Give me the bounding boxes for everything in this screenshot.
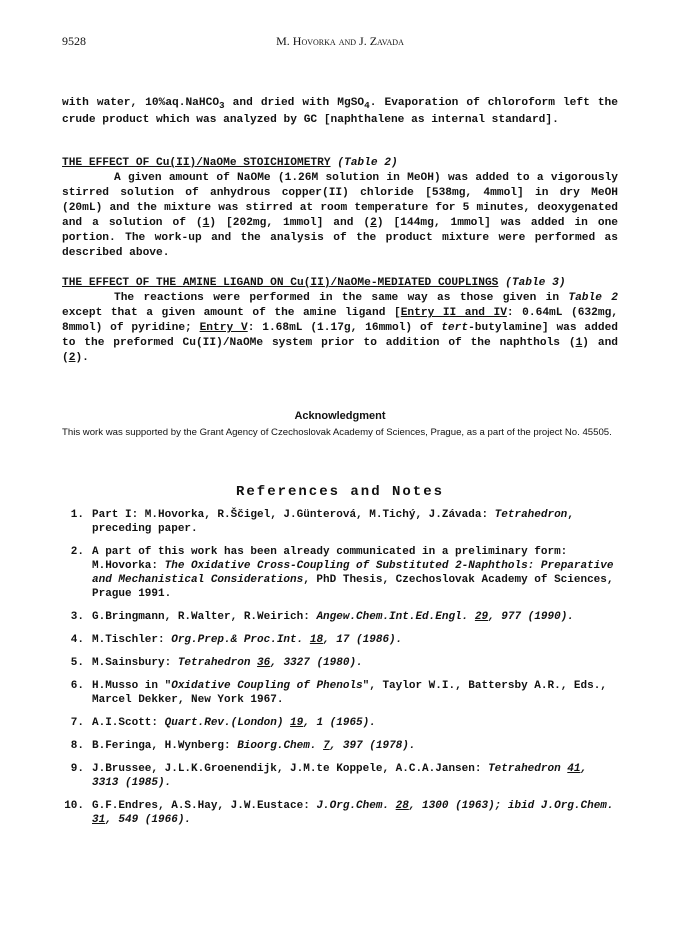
table-reference: (Table 2) bbox=[330, 157, 398, 169]
compound-ref: 2 bbox=[68, 352, 76, 364]
reference-item: 4. M.Tischler: Org.Prep.& Proc.Int. 18, 17 (1986). bbox=[70, 634, 403, 646]
running-authors: M. Hovorka and J. Zavada bbox=[276, 34, 404, 48]
section-stoichiometry-body: A given amount of NaOMe (1.26M solution in MeOH) was added to a vigorously stirred solution of anhydrous copper(II) chloride [538mg, 4mmol] in dry MeOH (20mL) and the mixture was stirred at room temperature for 5 minutes, deoxygenated and a solution of (1) [202mg, 1mmol] and (2) [144mg, 1mmol] was added in one portion. The work-up and the analysis of the product mixture were performed as described above. bbox=[62, 172, 619, 259]
section-stoichiometry-heading bbox=[62, 156, 618, 171]
page-number: 9528 bbox=[62, 34, 86, 48]
section-amine-heading bbox=[62, 276, 618, 291]
compound-ref: 1 bbox=[575, 337, 583, 349]
reference-item: 6. H.Musso in "Oxidative Coupling of Phenols", Taylor W.I., Battersby A.R., Eds., Marcel Dekker, New York 1967. bbox=[70, 680, 607, 706]
reference-item: 7. A.I.Scott: Quart.Rev.(London) 19, 1 (1965). bbox=[70, 717, 376, 729]
references-title: References and Notes bbox=[235, 484, 445, 500]
acknowledgment-title: Acknowledgment bbox=[294, 410, 386, 422]
entry-ref: Entry V bbox=[199, 322, 248, 334]
compound-ref: 2 bbox=[370, 217, 377, 229]
entry-ref: Entry II and IV bbox=[400, 307, 507, 319]
table-reference: Table 2 bbox=[568, 292, 618, 304]
section-heading: THE EFFECT OF Cu(II)/NaOMe STOICHIOMETRY bbox=[62, 157, 331, 169]
acknowledgment-text: This work was supported by the Grant Agency of Czechoslovak Academy of Sciences, Prague, as a part of the project No. 45505. bbox=[62, 427, 612, 438]
reference-item: 1. Part I: M.Hovorka, R.Ščigel, J.Günterová, M.Tichý, J.Závada: Tetrahedron, preceding paper. bbox=[70, 509, 574, 535]
reference-item: 9. J.Brussee, J.L.K.Groenendijk, J.M.te Koppele, A.C.A.Jansen: Tetrahedron 41, 3313 (1985). bbox=[70, 763, 588, 789]
workup-text: with water, 10%aq.NaHCO$_3$ and dried with MgSO$_4$. Evaporation of chloroform left the crude product which was analyzed by GC [naphthalene as internal standard]. bbox=[62, 97, 618, 127]
section-stoichiometry bbox=[62, 156, 618, 261]
reference-item: 3. G.Bringmann, R.Walter, R.Weirich: Angew.Chem.Int.Ed.Engl. 29, 977 (1990). bbox=[70, 611, 574, 623]
section-amine-ligand bbox=[62, 276, 618, 366]
reference-item: 8. B.Feringa, H.Wynberg: Bioorg.Chem. 7, 397 (1978). bbox=[70, 740, 416, 752]
reference-item: 5. M.Sainsbury: Tetrahedron 36, 3327 (1980). bbox=[70, 657, 363, 669]
reference-item: 10. G.F.Endres, A.S.Hay, J.W.Eustace: J.Org.Chem. 28, 1300 (1963); ibid J.Org.Chem. 31, 549 (1966). bbox=[64, 800, 614, 826]
compound-ref: 1 bbox=[202, 217, 210, 229]
paragraph-workup bbox=[62, 96, 618, 128]
table-reference: (Table 3) bbox=[498, 277, 566, 289]
reference-item: 2. A part of this work has been already communicated in a preliminary form: M.Hovorka: The Oxidative Cross-Coupling of Substituted 2-Naphthols: Preparative and Mechanistical Considerations, PhD Thesis, Czechoslovak Academy of Sciences, Prague 1991. bbox=[70, 546, 614, 600]
section-heading: THE EFFECT OF THE AMINE LIGAND ON Cu(II)/NaOMe-MEDIATED COUPLINGS bbox=[62, 277, 499, 289]
section-amine-body: The reactions were performed in the same way as those given in Table 2 except that a given amount of the amine ligand [Entry II and IV: 0.64mL (632mg, 8mmol) of pyridine; Entry V: 1.68mL (1.17g, 16mmol) of tert-butylamine] was added to the preformed Cu(II)/NaOMe system prior to addition of the naphthols (1) and (2). bbox=[62, 292, 618, 364]
reference-list bbox=[62, 508, 618, 836]
